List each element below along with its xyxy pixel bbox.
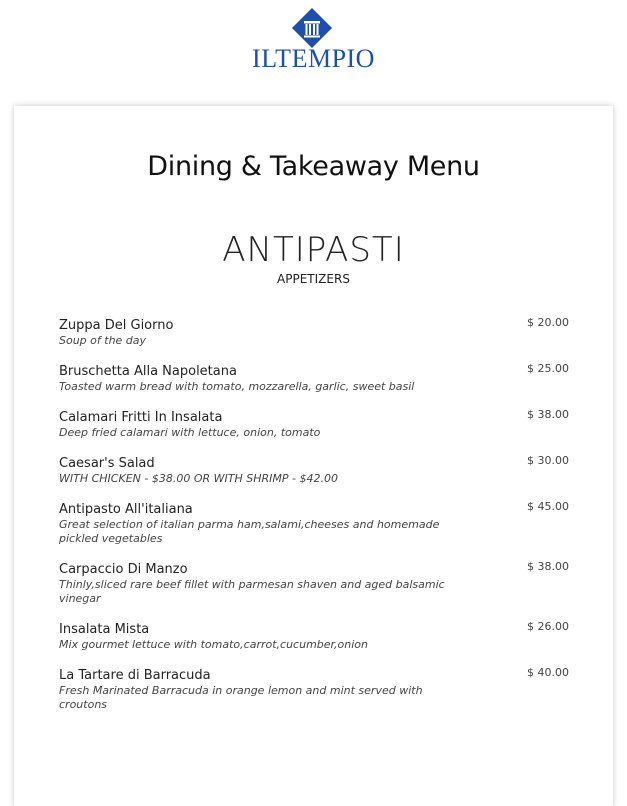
menu-item-name: Carpaccio Di Manzo <box>59 562 188 577</box>
menu-item <box>59 364 569 394</box>
menu-item-price: $ 30.00 <box>527 454 569 467</box>
menu-item-name: Caesar's Salad <box>59 456 155 471</box>
site-logo[interactable] <box>0 0 627 80</box>
section-title: ANTIPASTI <box>222 230 405 270</box>
menu-item-name: Bruschetta Alla Napoletana <box>59 364 237 379</box>
menu-item-description: Deep fried calamari with lettuce, onion, tomato <box>59 426 321 439</box>
brand-name: ILTEMPIO <box>252 44 375 73</box>
menu-item-price: $ 38.00 <box>527 408 569 421</box>
menu-item <box>59 502 569 546</box>
menu-item <box>59 562 569 606</box>
menu-item-price: $ 45.00 <box>527 500 569 513</box>
menu-item-price: $ 38.00 <box>527 560 569 573</box>
menu-item <box>59 410 569 440</box>
menu-card <box>14 106 613 806</box>
menu-item-description: Great selection of italian parma ham,salami,cheeses and homemade pickled vegetables <box>59 518 440 545</box>
section-subtitle: APPETIZERS <box>277 272 350 286</box>
menu-item-description: Soup of the day <box>59 334 147 347</box>
menu-item-price: $ 40.00 <box>527 666 569 679</box>
temple-column-icon <box>292 8 332 48</box>
menu-item-name: Antipasto All'italiana <box>59 502 193 517</box>
menu-item-price: $ 25.00 <box>527 362 569 375</box>
menu-item <box>59 622 569 652</box>
menu-item-name: Insalata Mista <box>59 622 150 637</box>
menu-item <box>59 318 569 348</box>
menu-item-name: Calamari Fritti In Insalata <box>59 410 223 425</box>
menu-item-description: Fresh Marinated Barracuda in orange lemon and mint served with croutons <box>59 684 423 711</box>
menu-item-name: La Tartare di Barracuda <box>59 668 211 683</box>
menu-item-description: Mix gourmet lettuce with tomato,carrot,cucumber,onion <box>59 638 369 651</box>
menu-item <box>59 456 569 486</box>
menu-item-description: WITH CHICKEN - $38.00 OR WITH SHRIMP - $42.00 <box>59 472 338 485</box>
menu-item-description: Thinly,sliced rare beef fillet with parmesan shaven and aged balsamic vinegar <box>59 578 445 605</box>
menu-item <box>59 668 569 712</box>
menu-item-description: Toasted warm bread with tomato, mozzarella, garlic, sweet basil <box>59 380 415 393</box>
menu-item-price: $ 20.00 <box>527 316 569 329</box>
menu-item-price: $ 26.00 <box>527 620 569 633</box>
menu-title: Dining & Takeaway Menu <box>147 151 480 182</box>
menu-item-name: Zuppa Del Giorno <box>59 318 174 333</box>
